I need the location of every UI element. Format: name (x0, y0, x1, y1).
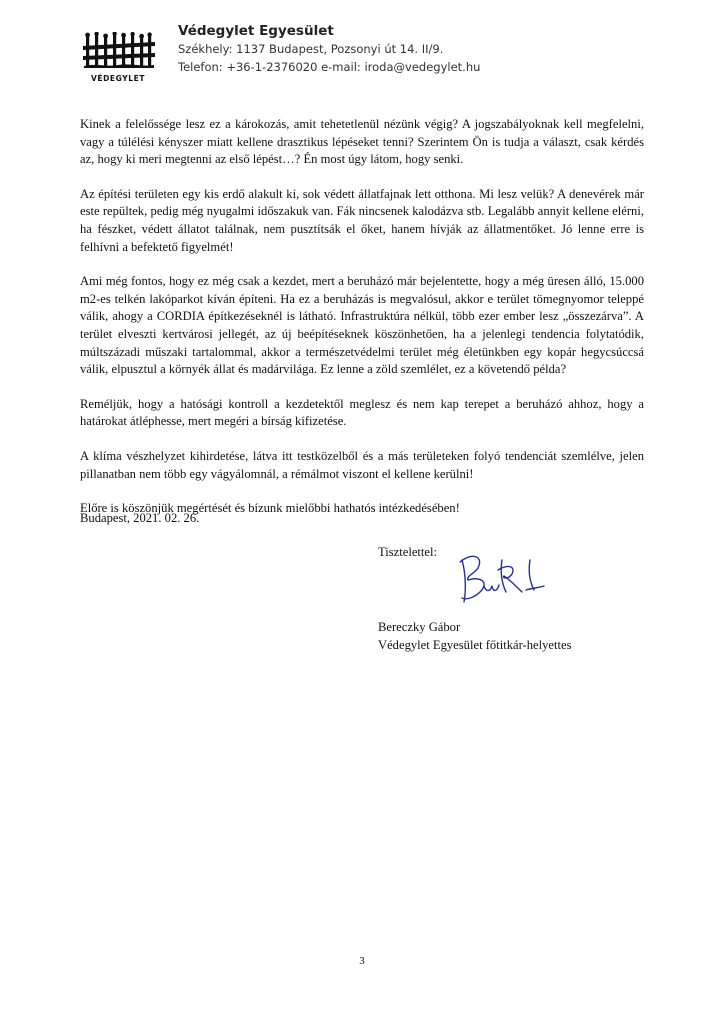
organization-info (178, 22, 480, 76)
paragraph: A klíma vészhelyzet kihirdetése, látva itt testközelből és a más területeken folyó tendenciát szemlélve, jelen pillanatban nem több egy vágyálomnál, a rémálmot viszont el kellene kerülni! (80, 448, 644, 481)
paragraph: Az építési területen egy kis erdő alakult ki, sok védett állatfajnak lett otthona. Mi lesz velük? A denevérek már este repültek, pedig még nyugalmi időszakuk van. Fák nincsenek kalodázva stb. Legalább annyit kellene elérni, ha fészket, védett állatot találnak, nem pusztítsák el őket, hanem hívják az állatmentőket. Jó lenne erre is felhívni a befektető figyelmét! (80, 186, 644, 254)
fence-logo-icon (82, 32, 156, 68)
letter-date: Budapest, 2021. 02. 26. (80, 511, 200, 525)
paragraph: Ami még fontos, hogy ez még csak a kezdet, mert a beruházó már bejelentette, hogy a még üresen álló, 15.000 m2-es telkén lakóparkot kíván építeni. Ha ez a beruházás is megvalósul, akkor e terület tömegnyomor teleppé válik, ahogy a CORDIA építkezéseknél is látható. Infrastruktúra nélkül, több ezer ember lesz „összezárva”. A terület elveszti kertvárosi jellegét, az új beépítéseknek köszönhetően, ha a jelenlegi tendencia folytatódik, múltszázadi műszaki tartalommal, akkor a természetvédelmi terület még életünkben egy kopár hegycsúccsá válik, elpusztul a környék állat és madárvilága. Ez lenne a zöld szemlélet, ez a követendő példa? (80, 274, 644, 377)
closing-salutation: Tisztelettel: (378, 545, 438, 559)
page-number: 3 (359, 955, 365, 967)
organization-contact: Telefon: +36-1-2376020 e-mail: iroda@vedegylet.hu (178, 60, 481, 74)
organization-address: Székhely: 1137 Budapest, Pozsonyi út 14. II/9. (178, 42, 444, 56)
paragraph: Reméljük, hogy a hatósági kontroll a kezdetektől meglesz és nem kap terepet a beruházó ahhoz, hogy a határokat átléphesse, mert megéri a bírság kifizetése. (80, 396, 644, 429)
logo-text: VÉDEGYLET (90, 74, 146, 83)
letter-body (80, 116, 644, 535)
signer-name: Bereczky Gábor (378, 620, 461, 634)
letterhead (80, 22, 640, 88)
vedegylet-logo (80, 32, 158, 88)
paragraph: Kinek a felelőssége lesz ez a károkozás, amit tehetetlenül nézünk végig? A jogszabályoknak kell megfelelni, vagy a túlélési kényszer miatt kellene drasztikus lépéseket tenni? Szerintem Ön is tudja a választ, csak kérdés az, hogy ki meri megtenni az első lépést…? Én most úgy látom, hogy senki. (80, 117, 644, 167)
paragraph: Előre is köszönjük megértését és bízunk mielőbbi hathatós intézkedésében! (80, 501, 460, 516)
signature (450, 540, 550, 612)
signer-block (378, 619, 571, 654)
signer-title: Védegylet Egyesület főtitkár-helyettes (378, 637, 572, 652)
organization-name: Védegylet Egyesület (178, 23, 334, 39)
